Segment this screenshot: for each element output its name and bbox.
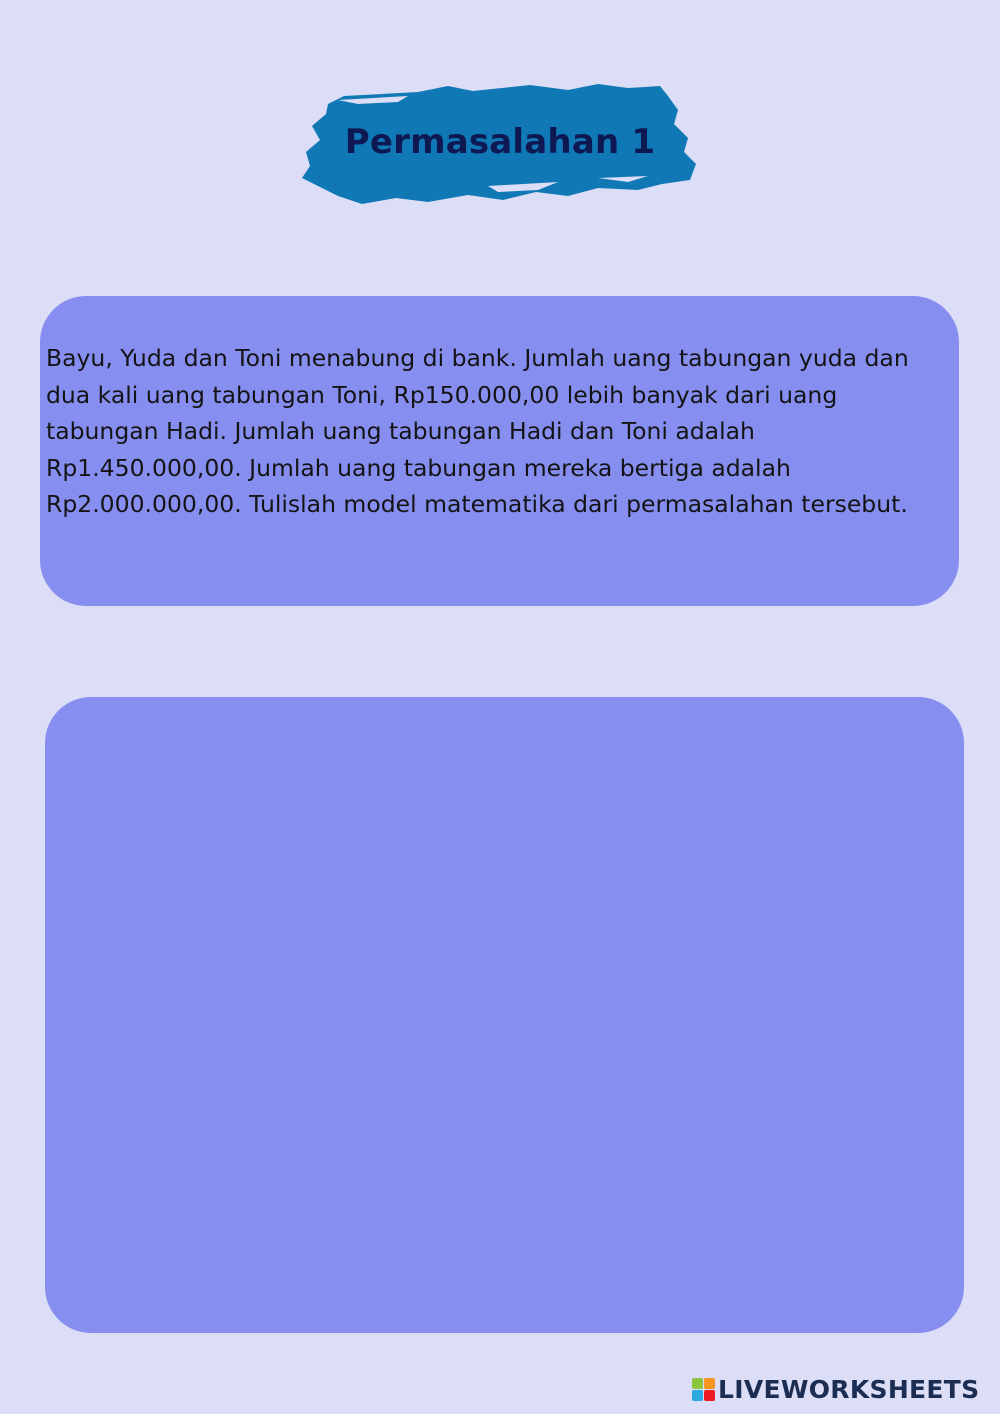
liveworksheets-brand [692, 1374, 979, 1404]
liveworksheets-logo-icon [692, 1378, 715, 1401]
brand-name: LIVEWORKSHEETS [718, 1374, 980, 1404]
answer-area[interactable] [45, 697, 964, 1333]
problem-card [40, 296, 959, 606]
title-banner [298, 82, 702, 206]
page-title: Permasalahan 1 [344, 122, 656, 162]
problem-statement: Bayu, Yuda dan Toni menabung di bank. Jumlah uang tabungan yuda dan dua kali uang tabungan Toni, Rp150.000,00 lebih banyak dari uang tabungan Hadi. Jumlah uang tabungan Hadi dan Toni adalah Rp1.450.000,00. Jumlah uang tabungan mereka bertiga adalah Rp2.000.000,00. Tulislah model matematika dari permasalahan tersebut. [46, 344, 909, 519]
